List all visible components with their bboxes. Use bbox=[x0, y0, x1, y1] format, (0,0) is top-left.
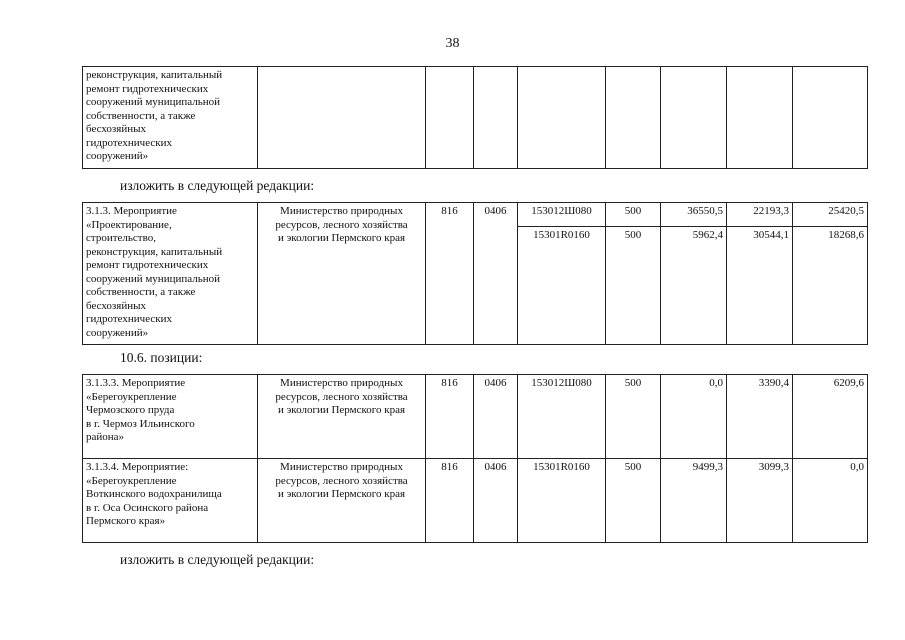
measure-name-cell: 3.1.3.4. Мероприятие: «Берегоукрепление Воткинского водохранилища в г. Оса Осинского района Пермского края» bbox=[83, 459, 258, 543]
value-cell: 18268,6 bbox=[793, 227, 868, 345]
code-cell: 816 bbox=[426, 203, 474, 345]
value-cell: 25420,5 bbox=[793, 203, 868, 227]
table-previous-row bbox=[82, 66, 868, 169]
expense-type-cell: 500 bbox=[606, 375, 661, 459]
value-cell: 3390,4 bbox=[727, 375, 793, 459]
target-code-cell: 153012Ш080 bbox=[518, 203, 606, 227]
table-new-edition bbox=[82, 202, 868, 345]
target-code-cell: 15301R0160 bbox=[518, 227, 606, 345]
ministry-cell: Министерство природных ресурсов, лесного хозяйства и экологии Пермского края bbox=[258, 375, 426, 459]
value-cell: 6209,6 bbox=[793, 375, 868, 459]
table-row bbox=[83, 67, 868, 169]
instruction-line: изложить в следующей редакции: bbox=[120, 178, 315, 193]
section-code-cell: 0406 bbox=[474, 375, 518, 459]
ministry-cell: Министерство природных ресурсов, лесного хозяйства и экологии Пермского края bbox=[258, 459, 426, 543]
section-line: 10.6. позиции: bbox=[120, 350, 203, 365]
value-cell: 36550,5 bbox=[661, 203, 727, 227]
value-cell: 5962,4 bbox=[661, 227, 727, 345]
value-cell: 9499,3 bbox=[661, 459, 727, 543]
target-code-cell: 153012Ш080 bbox=[518, 375, 606, 459]
measure-name-cell: 3.1.3.3. Мероприятие «Берегоукрепление Чермозского пруда в г. Чермоз Ильинского района» bbox=[83, 375, 258, 459]
measure-name-cell: реконструкция, капитальный ремонт гидротехнических сооружений муниципальной собственности, а также бесхозяйных гидротехнических сооружений» bbox=[83, 67, 258, 169]
section-code-cell: 0406 bbox=[474, 203, 518, 345]
table-positions bbox=[82, 374, 868, 543]
code-cell: 816 bbox=[426, 459, 474, 543]
section-code-cell: 0406 bbox=[474, 459, 518, 543]
table-row bbox=[83, 459, 868, 543]
value-cell: 30544,1 bbox=[727, 227, 793, 345]
value-cell: 22193,3 bbox=[727, 203, 793, 227]
instruction-line: изложить в следующей редакции: bbox=[120, 552, 315, 567]
expense-type-cell: 500 bbox=[606, 459, 661, 543]
code-cell: 816 bbox=[426, 375, 474, 459]
ministry-cell: Министерство природных ресурсов, лесного хозяйства и экологии Пермского края bbox=[258, 203, 426, 345]
value-cell: 0,0 bbox=[793, 459, 868, 543]
page-number: 38 bbox=[445, 36, 460, 51]
expense-type-cell: 500 bbox=[606, 227, 661, 345]
table-row bbox=[83, 375, 868, 459]
value-cell: 0,0 bbox=[661, 375, 727, 459]
table-row bbox=[83, 203, 868, 227]
value-cell: 3099,3 bbox=[727, 459, 793, 543]
target-code-cell: 15301R0160 bbox=[518, 459, 606, 543]
measure-name-cell: 3.1.3. Мероприятие «Проектирование, строительство, реконструкция, капитальный ремонт гидротехнических сооружений муниципальной собственности, а также бесхозяйных гидротехнических сооружений» bbox=[83, 203, 258, 345]
expense-type-cell: 500 bbox=[606, 203, 661, 227]
